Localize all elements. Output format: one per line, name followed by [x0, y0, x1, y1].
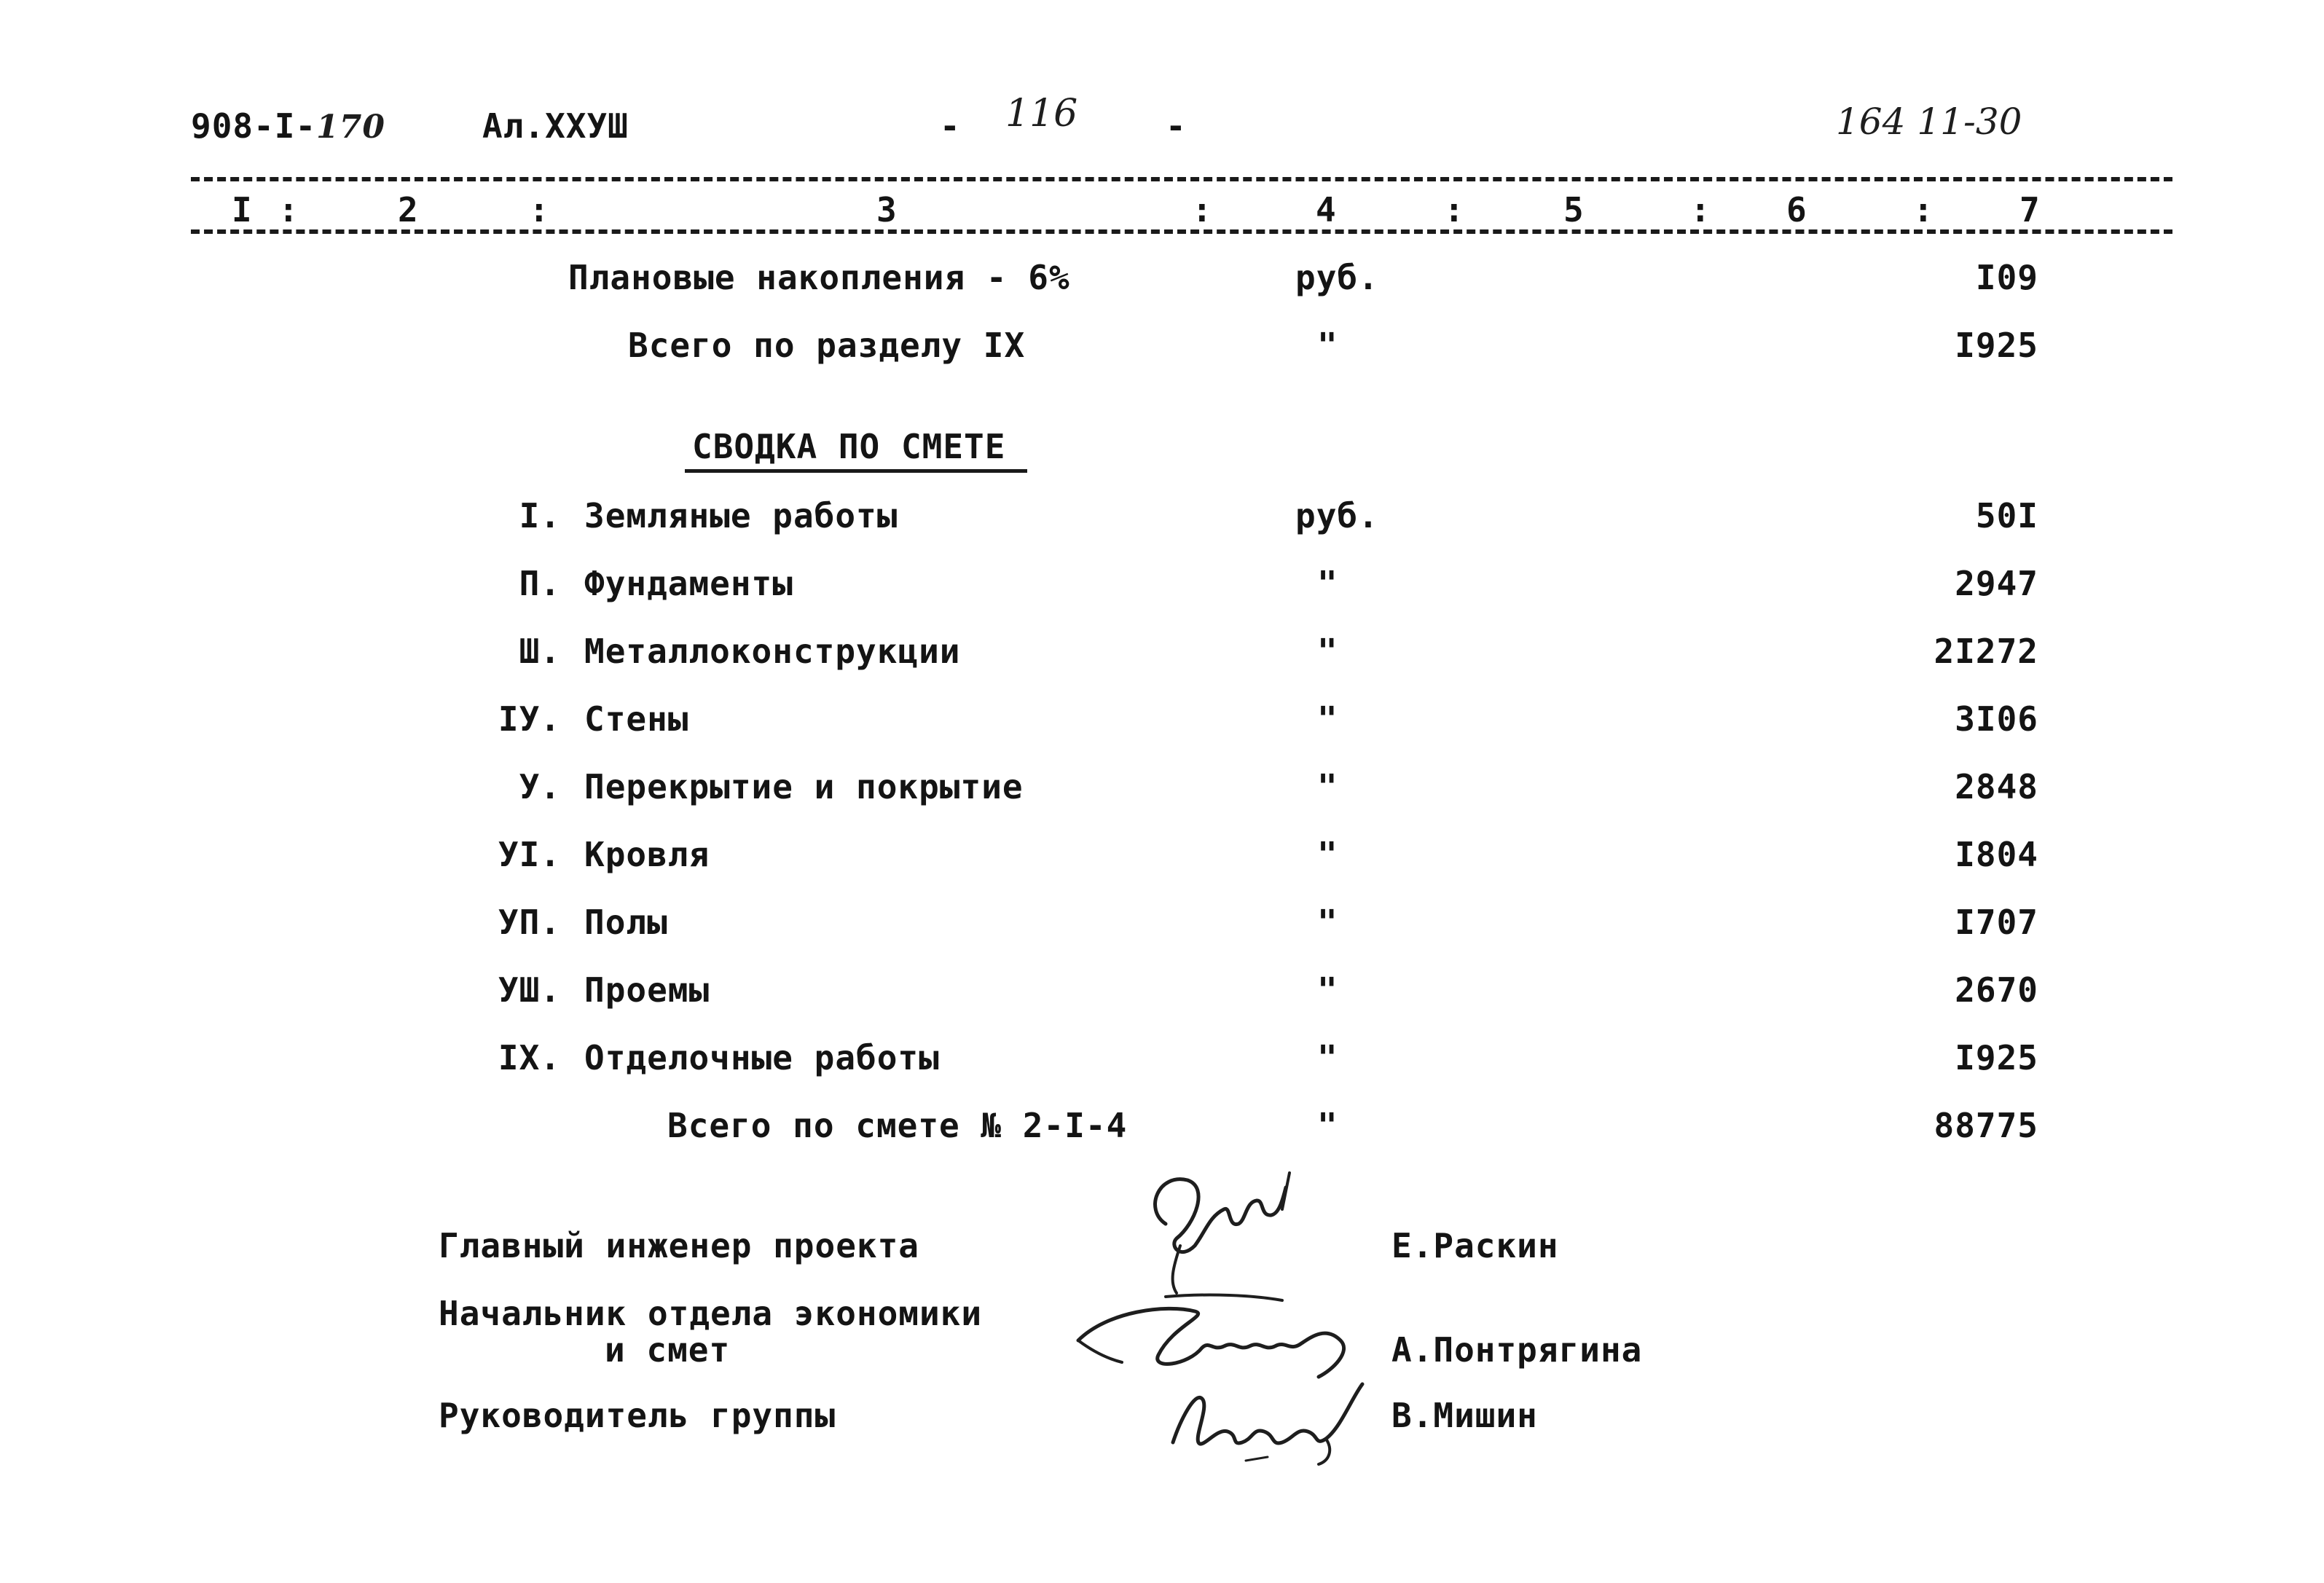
column-separator: : — [1690, 190, 1711, 229]
summary-item-unit: " — [1317, 564, 1338, 603]
summary-item-unit: руб. — [1295, 496, 1379, 535]
summary-title: СВОДКА ПО СМЕТЕ — [692, 427, 1006, 466]
signature-3-icon — [1158, 1370, 1377, 1472]
summary-item-unit: " — [1317, 970, 1338, 1010]
summary-item-value: I707 — [1955, 903, 2038, 942]
document-code-handwritten: 170 — [316, 109, 386, 146]
summary-item-value: I925 — [1955, 1038, 2038, 1077]
section-ix-total-value: I925 — [1955, 326, 2038, 365]
column-number-7: 7 — [2019, 190, 2040, 229]
signatory-3-position: Руководитель группы — [439, 1396, 836, 1435]
summary-item-label: Отделочные работы — [584, 1038, 940, 1077]
summary-item-value: 2848 — [1955, 767, 2038, 806]
page-dash-right: - — [1166, 106, 1187, 146]
column-number-2: 2 — [398, 190, 418, 229]
summary-item-label: Фундаменты — [584, 564, 793, 603]
column-number-1: I — [232, 190, 252, 229]
summary-item-number: УШ. — [498, 970, 561, 1010]
column-number-3: 3 — [876, 190, 897, 229]
summary-item-label: Кровля — [584, 835, 710, 874]
column-number-5: 5 — [1563, 190, 1584, 229]
summary-item-label: Перекрытие и покрытие — [584, 767, 1024, 806]
planned-savings-unit: руб. — [1295, 258, 1379, 297]
estimate-total-label: Всего по смете № 2-I-4 — [667, 1106, 1128, 1145]
summary-item-unit: " — [1317, 1038, 1338, 1077]
summary-item-number: УI. — [498, 835, 561, 874]
summary-item-unit: " — [1317, 903, 1338, 942]
summary-item-value: 2I272 — [1934, 632, 2038, 671]
document-number: 164 11-30 — [1836, 101, 2022, 143]
summary-item-label: Земляные работы — [584, 496, 898, 535]
column-separator: : — [1444, 190, 1464, 229]
column-number-6: 6 — [1786, 190, 1807, 229]
summary-item-label: Проемы — [584, 970, 710, 1010]
section-ix-total-unit: " — [1317, 326, 1338, 365]
summary-title-underline — [685, 469, 1027, 473]
signatory-2-name: А.Понтрягина — [1391, 1330, 1643, 1370]
signatory-1-name: Е.Раскин — [1391, 1226, 1559, 1265]
summary-item-unit: " — [1317, 767, 1338, 806]
summary-item-number: УП. — [498, 903, 561, 942]
summary-item-value: 2670 — [1955, 970, 2038, 1010]
summary-item-label: Стены — [584, 699, 689, 739]
page-number: 116 — [1005, 92, 1078, 135]
section-ix-total-label: Всего по разделу IX — [628, 326, 1026, 365]
summary-item-number: IX. — [498, 1038, 561, 1077]
document-code — [191, 106, 386, 146]
summary-item-unit: " — [1317, 835, 1338, 874]
column-separator: : — [278, 190, 299, 229]
planned-savings-label: Плановые накопления - 6% — [568, 258, 1070, 297]
column-separator: : — [529, 190, 549, 229]
summary-item-number: I. — [519, 496, 561, 535]
summary-item-value: I804 — [1955, 835, 2038, 874]
estimate-total-value: 88775 — [1934, 1106, 2038, 1145]
planned-savings-value: I09 — [1975, 258, 2038, 297]
summary-item-number: IУ. — [498, 699, 561, 739]
summary-item-unit: " — [1317, 632, 1338, 671]
summary-item-number: Ш. — [519, 632, 561, 671]
column-separator: : — [1913, 190, 1934, 229]
estimate-total-unit: " — [1317, 1106, 1338, 1145]
document-code-printed: 908-I- — [191, 106, 317, 146]
album-number: Ал.XXУШ — [482, 106, 629, 146]
column-ruler-top-line — [191, 177, 2172, 181]
column-ruler-bottom-line — [191, 229, 2172, 234]
summary-item-unit: " — [1317, 699, 1338, 739]
summary-item-number: У. — [519, 767, 561, 806]
summary-item-label: Металлоконструкции — [584, 632, 961, 671]
summary-item-value: 50I — [1975, 496, 2038, 535]
page-dash-left: - — [940, 106, 961, 146]
signatory-2-position-line2: и смет — [605, 1330, 731, 1370]
summary-item-value: 2947 — [1955, 564, 2038, 603]
column-number-4: 4 — [1316, 190, 1336, 229]
summary-item-value: 3I06 — [1955, 699, 2038, 739]
signatory-3-name: В.Мишин — [1391, 1396, 1538, 1435]
signatory-1-position: Главный инженер проекта — [439, 1226, 919, 1265]
signature-2-icon — [1064, 1282, 1370, 1384]
summary-item-label: Полы — [584, 903, 668, 942]
summary-item-number: П. — [519, 564, 561, 603]
column-separator: : — [1192, 190, 1212, 229]
signatory-2-position-line1: Начальник отдела экономики — [439, 1294, 983, 1333]
